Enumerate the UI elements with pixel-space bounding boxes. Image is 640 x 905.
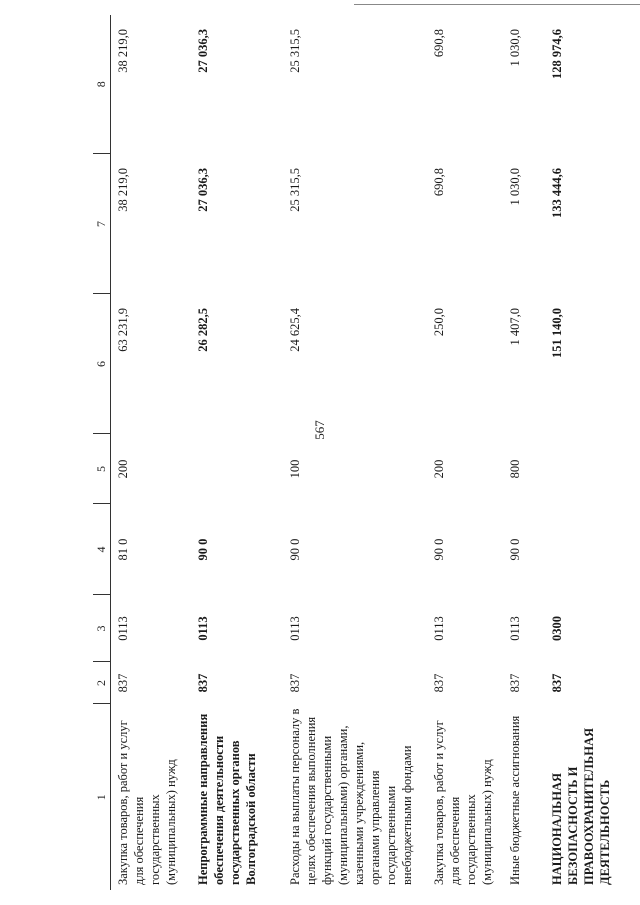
amount-col-7: 690,8 bbox=[431, 168, 446, 197]
amount-col-6: 26 282,5 bbox=[195, 308, 210, 352]
amount-col-8: 27 036,3 bbox=[195, 29, 210, 73]
header-col-6: 6 bbox=[93, 294, 111, 434]
expense-type-code bbox=[545, 434, 613, 504]
section-code: 0113 bbox=[507, 616, 522, 641]
table-row bbox=[111, 15, 191, 890]
expense-type-code: 800 bbox=[507, 459, 522, 479]
amount-col-8: 25 315,5 bbox=[287, 29, 302, 73]
header-col-8: 8 bbox=[93, 15, 111, 154]
table-row bbox=[503, 15, 545, 890]
amount-col-7: 38 219,0 bbox=[116, 168, 130, 212]
section-code: 0113 bbox=[116, 616, 130, 641]
target-article-code: 90 0 bbox=[507, 538, 522, 561]
amount-col-7: 27 036,3 bbox=[195, 168, 210, 212]
ministry-code: 837 bbox=[431, 673, 446, 693]
section-code: 0113 bbox=[287, 616, 302, 641]
amount-col-8: 128 974,6 bbox=[549, 29, 564, 79]
ministry-code: 837 bbox=[195, 673, 210, 693]
budget-table bbox=[93, 15, 613, 890]
target-article-code: 90 0 bbox=[431, 538, 446, 561]
section-code: 0300 bbox=[549, 616, 564, 641]
amount-col-7: 133 444,6 bbox=[549, 168, 564, 218]
amount-col-8: 1 030,0 bbox=[507, 29, 522, 67]
target-article-code: 90 0 bbox=[287, 538, 302, 561]
amount-col-6: 63 231,9 bbox=[116, 308, 130, 352]
ministry-code: 837 bbox=[287, 673, 302, 693]
target-article-code: 81 0 bbox=[116, 538, 130, 561]
expense-type-code: 200 bbox=[431, 459, 446, 479]
amount-col-8: 38 219,0 bbox=[116, 29, 130, 73]
table-row bbox=[545, 15, 613, 890]
page-number: 567 bbox=[312, 420, 327, 440]
top-border-rule bbox=[354, 4, 640, 5]
amount-col-7: 1 030,0 bbox=[507, 168, 522, 206]
amount-col-6: 250,0 bbox=[431, 308, 446, 337]
section-code: 0113 bbox=[431, 616, 446, 641]
row-name: НАЦИОНАЛЬНАЯ БЕЗОПАСНОСТЬ И ПРАВООХРАНИТЕЛЬНАЯ ДЕЯТЕЛЬНОСТЬ bbox=[549, 728, 612, 885]
ministry-code: 837 bbox=[549, 673, 564, 693]
section-code: 0113 bbox=[195, 616, 210, 641]
header-col-2: 2 bbox=[93, 662, 111, 704]
amount-col-6: 151 140,0 bbox=[549, 308, 564, 358]
header-col-7: 7 bbox=[93, 154, 111, 294]
expense-type-code: 200 bbox=[116, 459, 130, 479]
expense-type-code: 100 bbox=[287, 459, 302, 479]
target-article-code: 90 0 bbox=[195, 538, 210, 561]
row-name: Расходы на выплаты персоналу в целях обеспечения выполнения функций государственными (муниципальными) органами, казенными учреждениями, органами управления государственными внебюджетными фондами bbox=[287, 708, 414, 885]
rotated-page-content bbox=[93, 15, 612, 890]
expense-type-code bbox=[191, 434, 283, 504]
header-col-1: 1 bbox=[93, 704, 111, 890]
amount-col-6: 1 407,0 bbox=[507, 308, 522, 346]
table-row bbox=[427, 15, 503, 890]
ministry-code: 837 bbox=[116, 673, 130, 693]
table-header-row bbox=[93, 15, 111, 890]
row-name: Иные бюджетные ассигнования bbox=[507, 715, 522, 885]
row-name: Непрограммные направления обеспечения деятельности государственных органов Волгоградской области bbox=[195, 713, 258, 885]
ministry-code: 837 bbox=[507, 673, 522, 693]
amount-col-6: 24 625,4 bbox=[287, 308, 302, 352]
table-row bbox=[191, 15, 283, 890]
table-row bbox=[283, 15, 427, 890]
amount-col-8: 690,8 bbox=[431, 29, 446, 58]
header-col-3: 3 bbox=[93, 595, 111, 662]
amount-col-7: 25 315,5 bbox=[287, 168, 302, 212]
row-name: Закупка товаров, работ и услуг для обеспечения государственных (муниципальных) нужд bbox=[116, 720, 178, 885]
header-col-4: 4 bbox=[93, 504, 111, 595]
target-article-code bbox=[545, 504, 613, 595]
row-name: Закупка товаров, работ и услуг для обеспечения государственных (муниципальных) нужд bbox=[431, 720, 494, 885]
header-col-5: 5 bbox=[93, 434, 111, 504]
